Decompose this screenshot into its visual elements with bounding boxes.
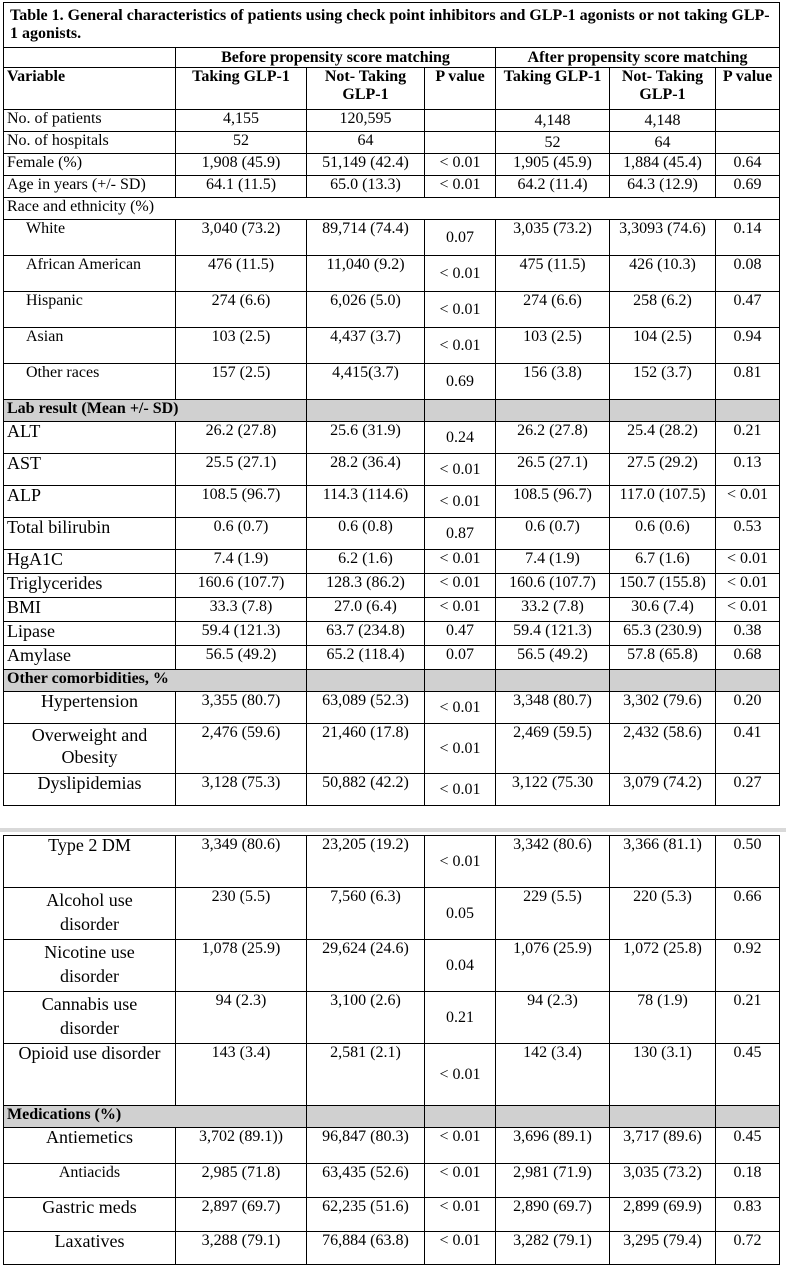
table-row: Hispanic 274 (6.6) 6,026 (5.0) < 0.01 274 (6.6) 258 (6.2) 0.47 [4, 292, 780, 328]
empty-cell [4, 48, 176, 68]
col-header-variable: Variable [4, 68, 176, 110]
table-row: ALT 26.2 (27.8) 25.6 (31.9) 0.24 26.2 (27.8) 25.4 (28.2) 0.21 [4, 422, 780, 454]
table-row [4, 400, 780, 422]
col-header-not-taking: Not- Taking GLP-1 [610, 68, 716, 110]
table-row [4, 1106, 780, 1128]
medications-section-label: Medications (%) [4, 1106, 307, 1128]
col-header-p-value: P value [425, 68, 496, 110]
table-row: White 3,040 (73.2) 89,714 (74.4) 0.07 3,035 (73.2) 3,3093 (74.6) 0.14 [4, 220, 780, 256]
table-row: African American 476 (11.5) 11,040 (9.2) < 0.01 475 (11.5) 426 (10.3) 0.08 [4, 256, 780, 292]
characteristics-table-continued [3, 835, 780, 1265]
table-row: Age in years (+/- SD) 64.1 (11.5) 65.0 (13.3) < 0.01 64.2 (11.4) 64.3 (12.9) 0.69 [4, 176, 780, 198]
col-header-not-taking: Not- Taking GLP-1 [307, 68, 425, 110]
lab-section-label: Lab result (Mean +/- SD) [4, 400, 307, 422]
table-row: Dyslipidemias 3,128 (75.3) 50,882 (42.2) < 0.01 3,122 (75.30 3,079 (74.2) 0.27 [4, 774, 780, 806]
table-row: Opioid use disorder 143 (3.4) 2,581 (2.1) < 0.01 142 (3.4) 130 (3.1) 0.45 [4, 1044, 780, 1106]
table-row: Antiacids 2,985 (71.8) 63,435 (52.6) < 0.01 2,981 (71.9) 3,035 (73.2) 0.18 [4, 1164, 780, 1198]
table-part-1 [3, 2, 779, 824]
comorbidities-section-label: Other comorbidities, % [4, 670, 307, 692]
table-row [4, 670, 780, 692]
table-row: Type 2 DM 3,349 (80.6) 23,205 (19.2) < 0.01 3,342 (80.6) 3,366 (81.1) 0.50 [4, 836, 780, 888]
table-row: No. of patients 4,155 120,595 4,148 4,148 [4, 110, 780, 132]
table-row: AST 25.5 (27.1) 28.2 (36.4) < 0.01 26.5 (27.1) 27.5 (29.2) 0.13 [4, 454, 780, 486]
table-row: Total bilirubin 0.6 (0.7) 0.6 (0.8) 0.87 0.6 (0.7) 0.6 (0.6) 0.53 [4, 518, 780, 550]
col-header-p-value: P value [716, 68, 780, 110]
table-row: Laxatives 3,288 (79.1) 76,884 (63.8) < 0.01 3,282 (79.1) 3,295 (79.4) 0.72 [4, 1232, 780, 1265]
table-row: Overweight and Obesity 2,476 (59.6) 21,460 (17.8) < 0.01 2,469 (59.5) 2,432 (58.6) 0.41 [4, 724, 780, 774]
characteristics-table [3, 2, 780, 806]
group-header-before: Before propensity score matching [176, 48, 496, 68]
table-row: Other races 157 (2.5) 4,415(3.7) 0.69 156 (3.8) 152 (3.7) 0.81 [4, 364, 780, 400]
race-section-label: Race and ethnicity (%) [4, 198, 780, 220]
table-part-2 [3, 835, 779, 1264]
table-row: Alcohol use disorder 230 (5.5) 7,560 (6.3) 0.05 229 (5.5) 220 (5.3) 0.66 [4, 888, 780, 940]
table-title: Table 1. General characteristics of patients using check point inhibitors and GLP-1 agonists or not taking GLP-1 agonists. [4, 3, 780, 48]
page-separator [0, 828, 786, 832]
col-header-taking: Taking GLP-1 [496, 68, 610, 110]
table-row: Nicotine use disorder 1,078 (25.9) 29,624 (24.6) 0.04 1,076 (25.9) 1,072 (25.8) 0.92 [4, 940, 780, 992]
table-row [4, 198, 780, 220]
table-row: Cannabis use disorder 94 (2.3) 3,100 (2.6) 0.21 94 (2.3) 78 (1.9) 0.21 [4, 992, 780, 1044]
group-header-after: After propensity score matching [496, 48, 780, 68]
table-row: Asian 103 (2.5) 4,437 (3.7) < 0.01 103 (2.5) 104 (2.5) 0.94 [4, 328, 780, 364]
col-header-taking: Taking GLP-1 [176, 68, 307, 110]
table-row: Triglycerides 160.6 (107.7) 128.3 (86.2) < 0.01 160.6 (107.7) 150.7 (155.8) < 0.01 [4, 574, 780, 598]
table-row: BMI 33.3 (7.8) 27.0 (6.4) < 0.01 33.2 (7.8) 30.6 (7.4) < 0.01 [4, 598, 780, 622]
table-row: HgA1C 7.4 (1.9) 6.2 (1.6) < 0.01 7.4 (1.9) 6.7 (1.6) < 0.01 [4, 550, 780, 574]
table-row: Lipase 59.4 (121.3) 63.7 (234.8) 0.47 59.4 (121.3) 65.3 (230.9) 0.38 [4, 622, 780, 646]
table-row: Gastric meds 2,897 (69.7) 62,235 (51.6) < 0.01 2,890 (69.7) 2,899 (69.9) 0.83 [4, 1198, 780, 1232]
table-row: Female (%) 1,908 (45.9) 51,149 (42.4) < 0.01 1,905 (45.9) 1,884 (45.4) 0.64 [4, 154, 780, 176]
table-row: Antiemetics 3,702 (89.1)) 96,847 (80.3) < 0.01 3,696 (89.1) 3,717 (89.6) 0.45 [4, 1128, 780, 1164]
table-row: Hypertension 3,355 (80.7) 63,089 (52.3) < 0.01 3,348 (80.7) 3,302 (79.6) 0.20 [4, 692, 780, 724]
table-row: No. of hospitals 52 64 52 64 [4, 132, 780, 154]
table-row: Amylase 56.5 (49.2) 65.2 (118.4) 0.07 56.5 (49.2) 57.8 (65.8) 0.68 [4, 646, 780, 670]
table-row: ALP 108.5 (96.7) 114.3 (114.6) < 0.01 108.5 (96.7) 117.0 (107.5) < 0.01 [4, 486, 780, 518]
